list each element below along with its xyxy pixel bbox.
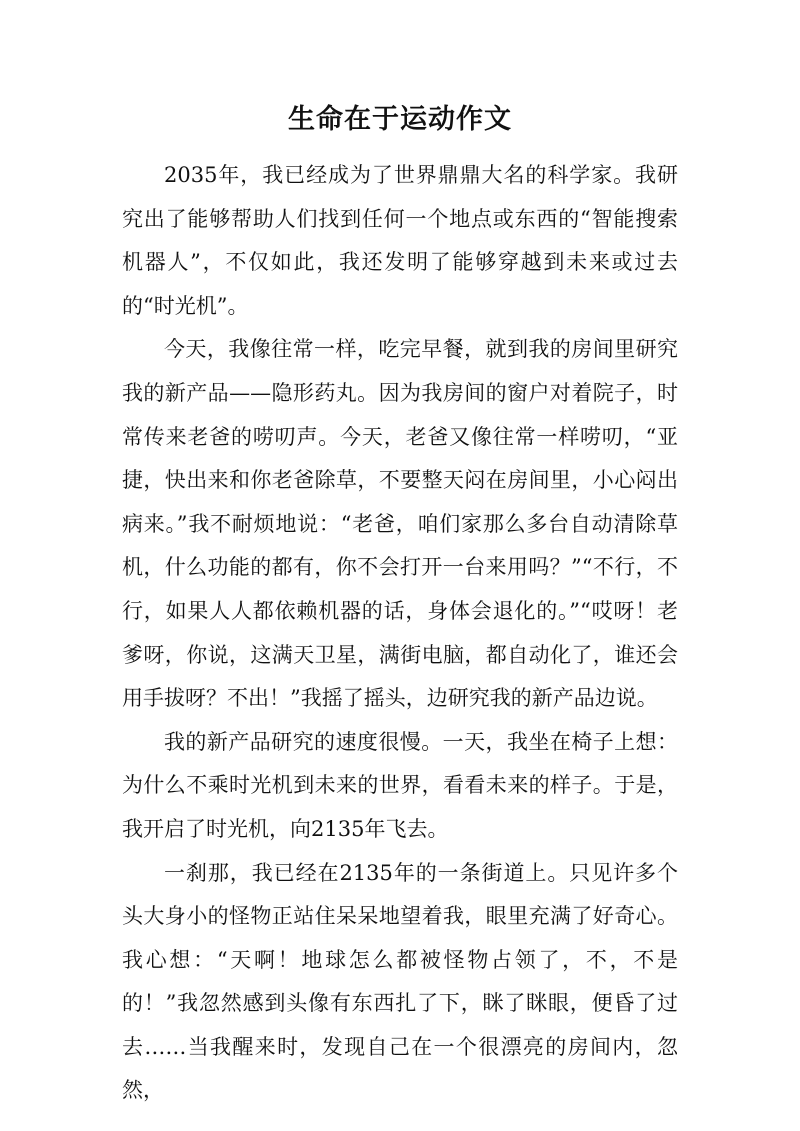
paragraph-2: 今天，我像往常一样，吃完早餐，就到我的房间里研究我的新产品——隐形药丸。因为我房间的窗户对着院子，时常传来老爸的唠叨声。今天，老爸又像往常一样唠叨，“亚捷，快出来和你老爸除草，不要整天闷在房间里，小心闷出病来。”我不耐烦地说：“老爸，咱们家那么多台自动清除草机，什么功能的都有，你不会打开一台来用吗？”“不行，不行，如果人人都依赖机器的话，身体会退化的。”“哎呀！老爹呀，你说，这满天卫星，满街电脑，都自动化了，谁还会用手拔呀？不出！”我摇了摇头，边研究我的新产品边说。 <box>122 337 678 711</box>
paragraph-4: 一刹那，我已经在2135年的一条街道上。只见许多个头大身小的怪物正站住呆呆地望着我，眼里充满了好奇心。我心想：“天啊！地球怎么都被怪物占领了，不，不是的！”我忽然感到头像有东西扎了下，眯了眯眼，便昏了过去……当我醒来时，发现自己在一个很漂亮的房间内，忽然， <box>122 860 678 1103</box>
document-title: 生命在于运动作文 <box>288 104 512 135</box>
paragraph-1: 2035年，我已经成为了世界鼎鼎大名的科学家。我研究出了能够帮助人们找到任何一个地点或东西的“智能搜索机器人”，不仅如此，我还发明了能够穿越到未来或过去的“时光机”。 <box>122 163 678 318</box>
paragraph-3: 我的新产品研究的速度很慢。一天，我坐在椅子上想：为什么不乘时光机到未来的世界，看看未来的样子。于是，我开启了时光机，向2135年飞去。 <box>122 729 678 841</box>
